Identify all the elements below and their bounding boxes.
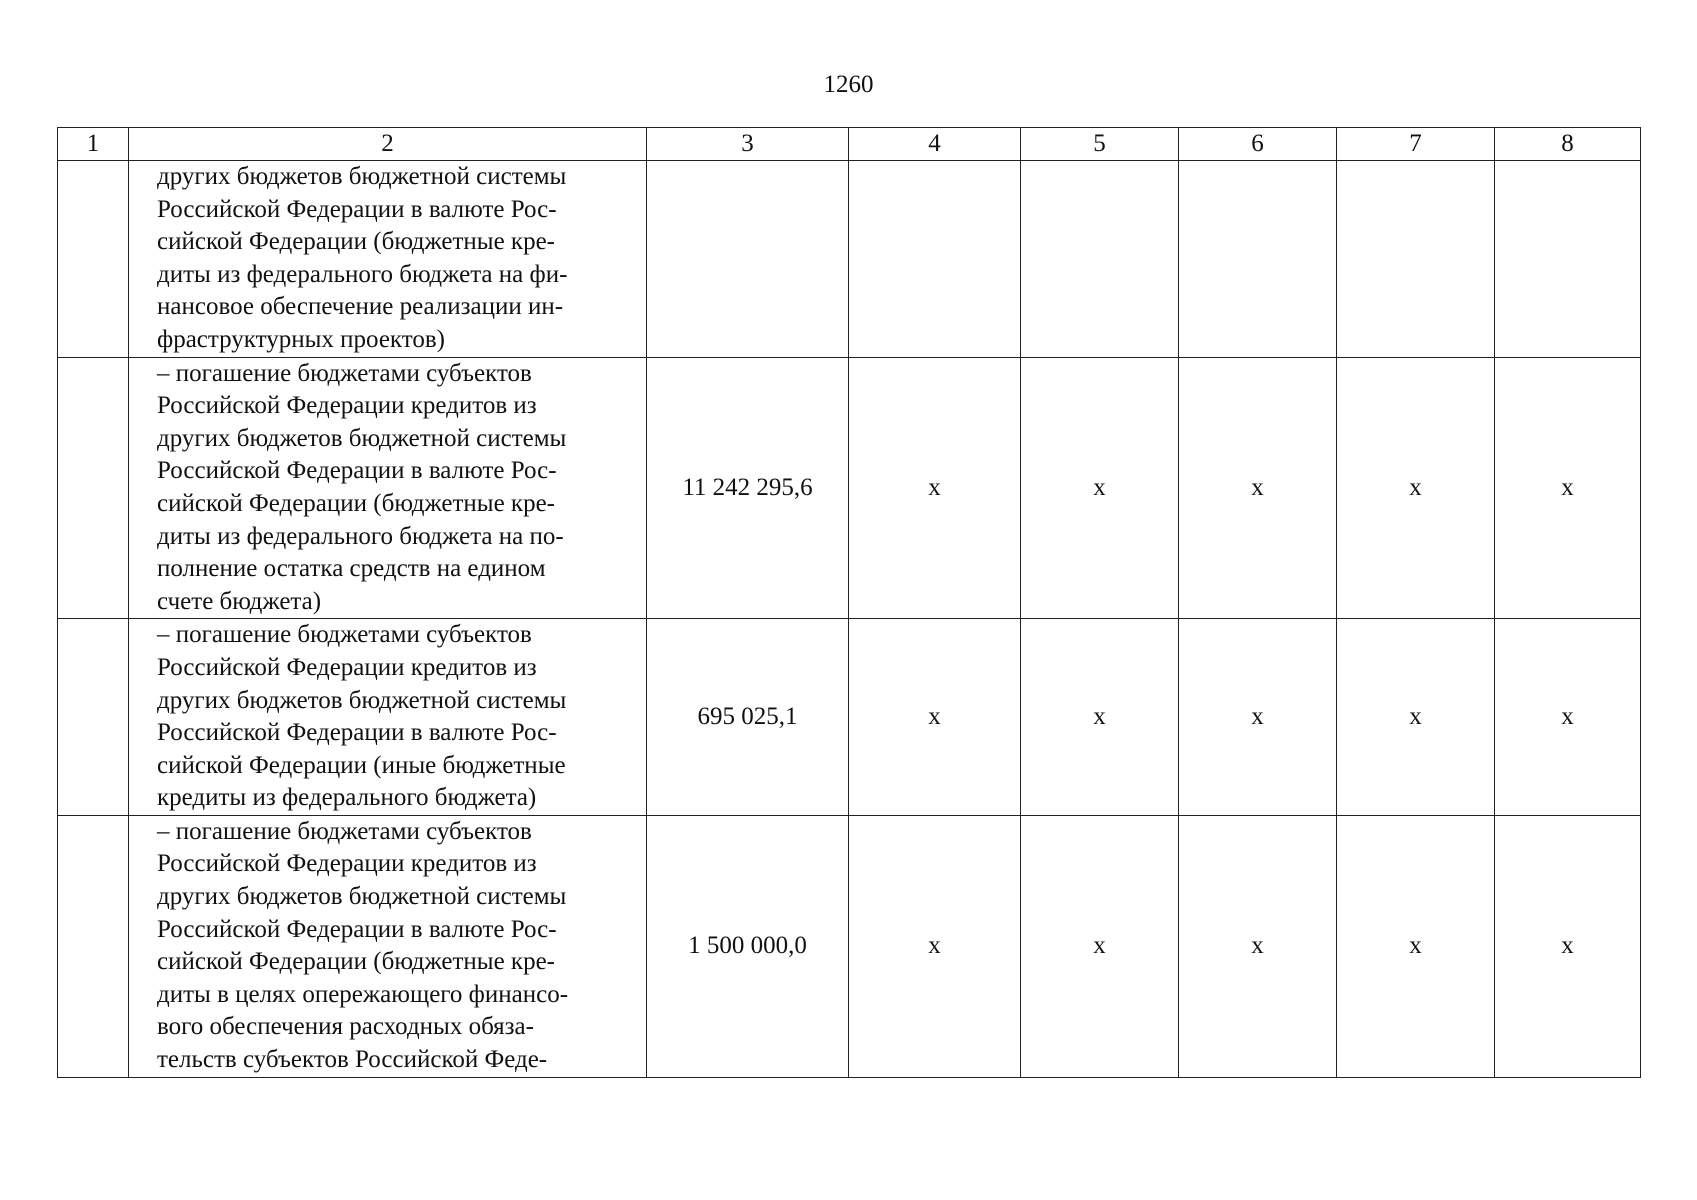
col7-cell: х (1337, 815, 1495, 1077)
description-line: Российской Федерации в валюте Рос- (157, 915, 557, 943)
description-line: Российской Федерации кредитов из (157, 392, 537, 420)
description-line: других бюджетов бюджетной системы (157, 163, 567, 190)
description-line: вого обеспечения расходных обяза- (157, 1013, 534, 1041)
description-line: – погашение бюджетами субъектов (157, 621, 532, 649)
col8-cell (1495, 161, 1641, 358)
table-row (58, 815, 1641, 1077)
column-number-2: 2 (129, 128, 647, 161)
col6-cell: х (1179, 619, 1337, 816)
col6-cell: х (1179, 815, 1337, 1077)
description-line: полнение остатка средств на едином (157, 555, 546, 583)
description-line: диты из федерального бюджета на по- (157, 522, 564, 550)
description-line: диты из федерального бюджета на фи- (157, 260, 568, 288)
budget-table (57, 127, 1641, 1078)
column-number-6: 6 (1179, 128, 1337, 161)
col5-cell: х (1021, 619, 1179, 816)
description-line: кредиты из федерального бюджета) (157, 784, 537, 812)
table-row (58, 357, 1641, 619)
col4-cell: х (849, 357, 1021, 619)
column-number-8: 8 (1495, 128, 1641, 161)
table-row (58, 619, 1641, 816)
description-line: Российской Федерации в валюте Рос- (157, 195, 557, 223)
col6-cell: х (1179, 357, 1337, 619)
col7-cell: х (1337, 357, 1495, 619)
col8-cell: х (1495, 815, 1641, 1077)
table-row (58, 161, 1641, 358)
col8-cell: х (1495, 357, 1641, 619)
column-number-row (58, 128, 1641, 161)
col5-cell: х (1021, 815, 1179, 1077)
row-code-cell (58, 619, 129, 816)
description-line: сийской Федерации (бюджетные кре- (157, 948, 555, 976)
column-number-4: 4 (849, 128, 1021, 161)
col4-cell: х (849, 619, 1021, 816)
column-number-1: 1 (58, 128, 129, 161)
col7-cell: х (1337, 619, 1495, 816)
column-number-5: 5 (1021, 128, 1179, 161)
col4-cell (849, 161, 1021, 358)
description-line: Российской Федерации кредитов из (157, 850, 537, 878)
amount-cell: 11 242 295,6 (647, 357, 849, 619)
col4-cell: х (849, 815, 1021, 1077)
description-line: Российской Федерации в валюте Рос- (157, 457, 557, 485)
description-line: Российской Федерации в валюте Рос- (157, 719, 557, 747)
row-code-cell (58, 357, 129, 619)
column-number-3: 3 (647, 128, 849, 161)
description-line: других бюджетов бюджетной системы (157, 686, 567, 714)
description-line: – погашение бюджетами субъектов (157, 817, 532, 845)
row-description-cell (129, 357, 647, 619)
description-line: сийской Федерации (бюджетные кре- (157, 489, 555, 517)
col6-cell (1179, 161, 1337, 358)
col5-cell: х (1021, 357, 1179, 619)
row-code-cell (58, 815, 129, 1077)
description-line: сийской Федерации (иные бюджетные (157, 751, 566, 779)
description-line: счете бюджета) (157, 587, 322, 615)
amount-cell: 695 025,1 (647, 619, 849, 816)
row-description-cell (129, 161, 647, 358)
description-line: – погашение бюджетами субъектов (157, 359, 532, 387)
page-number: 1260 (823, 71, 874, 98)
row-description-cell (129, 815, 647, 1077)
description-line: диты в целях опережающего финансо- (157, 980, 569, 1008)
description-line: фраструктурных проектов) (157, 325, 445, 353)
description-line: нансовое обеспечение реализации ин- (157, 293, 564, 321)
description-line: Российской Федерации кредитов из (157, 653, 537, 681)
amount-cell: 1 500 000,0 (647, 815, 849, 1077)
amount-cell (647, 161, 849, 358)
row-code-cell (58, 161, 129, 358)
column-number-7: 7 (1337, 128, 1495, 161)
col8-cell: х (1495, 619, 1641, 816)
row-description-cell (129, 619, 647, 816)
col5-cell (1021, 161, 1179, 358)
description-line: других бюджетов бюджетной системы (157, 883, 567, 911)
description-line: тельств субъектов Российской Феде- (157, 1046, 548, 1074)
description-line: других бюджетов бюджетной системы (157, 424, 567, 452)
col7-cell (1337, 161, 1495, 358)
description-line: сийской Федерации (бюджетные кре- (157, 228, 555, 256)
